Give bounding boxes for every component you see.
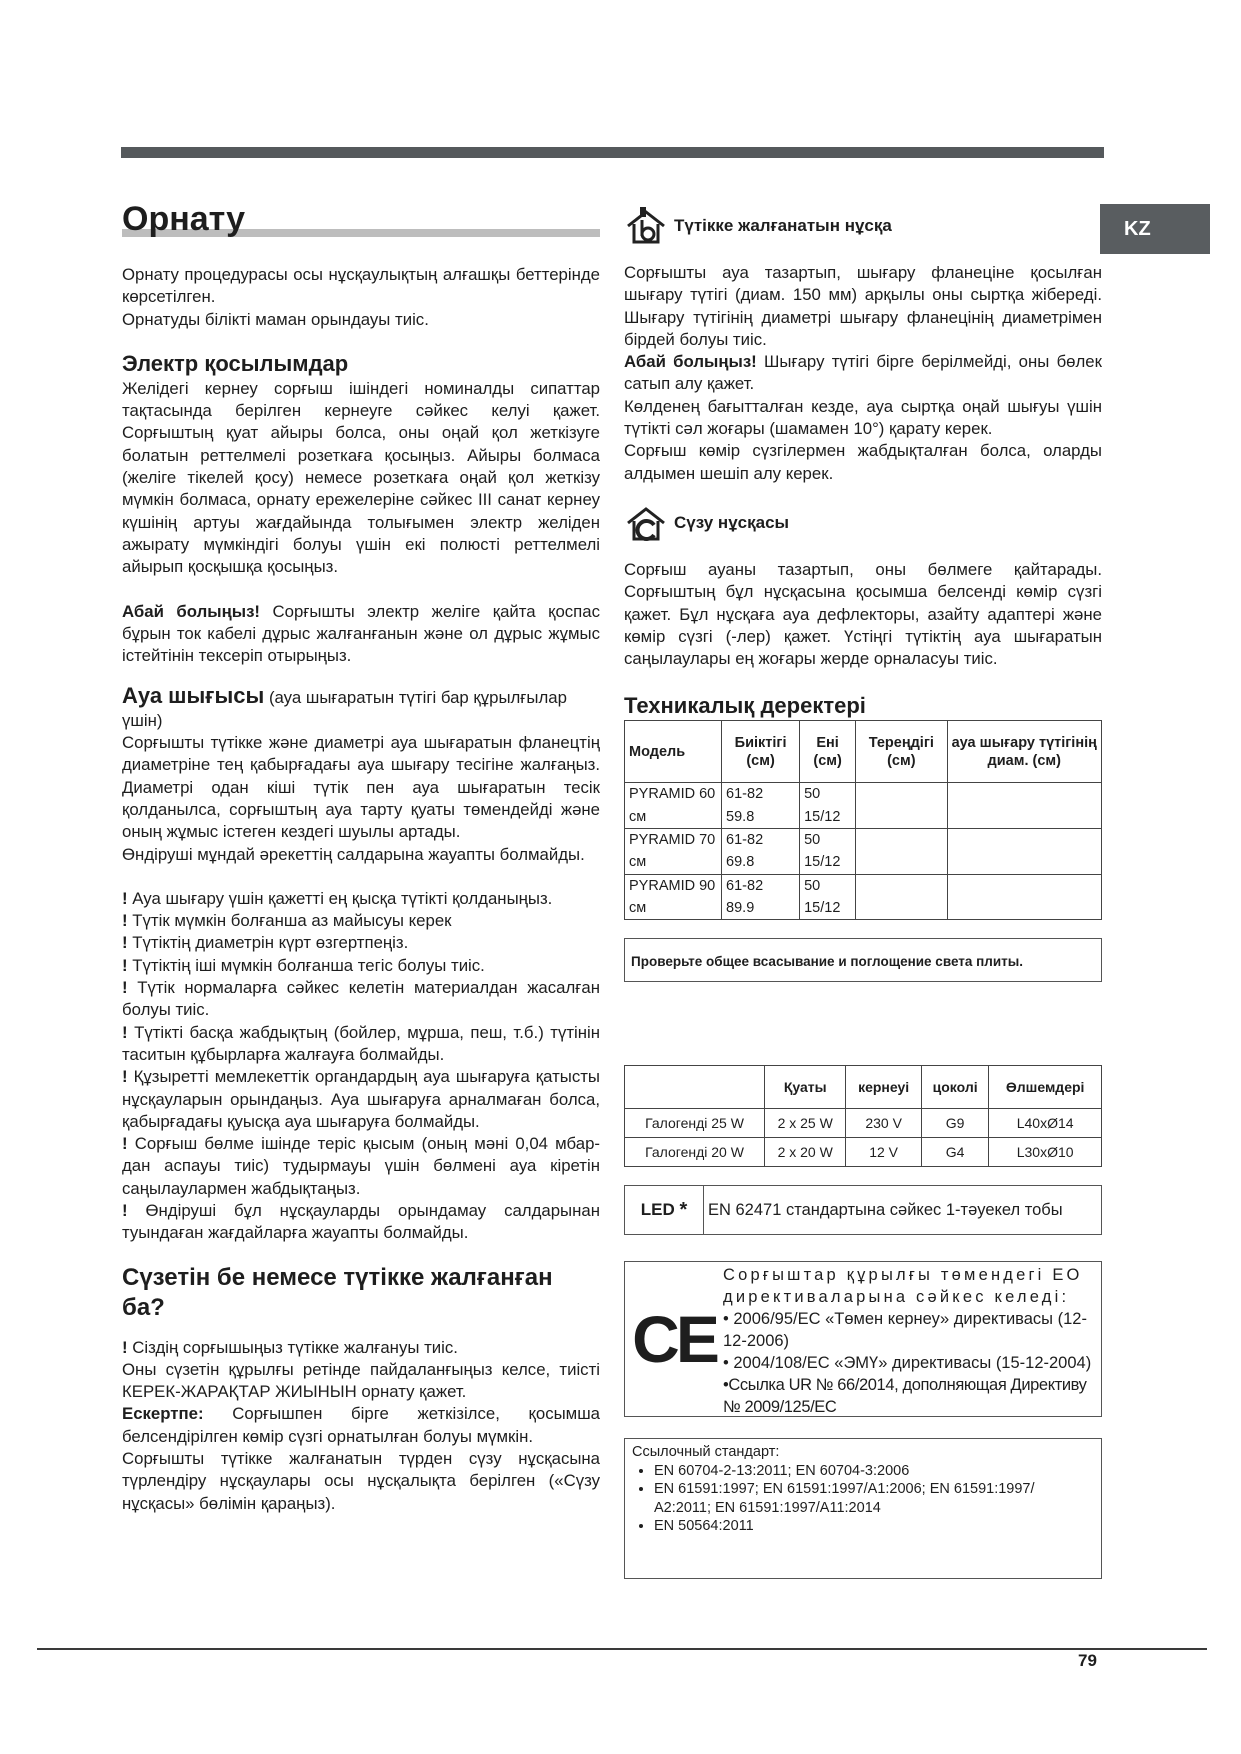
column-header: кернеуі [846,1066,922,1109]
exhaust-warnings [122,888,600,1245]
intro-line-2: Орнатуды білікті маман орындауы тиіс. [122,309,429,329]
right-column [624,206,1102,1579]
top-rule [121,147,1104,158]
exhaust-body-1: Сорғышты түтікке және диаметрі ауа шығаратын фланецтің диаметріне тең қабырғадағы ауа шығару тесігіне жалғаңыз. Диаметрі одан кіші түтік пен ауа шығаратын тесік қолданылса, сорғыштың ауа тарту қуаты төмендейді және оның жұмыс істеген кездегі шуылы артады. [122,733,600,842]
table-row: PYRAMID 60 см 61-82 59.8 50 15/12 [625,783,1102,829]
column-header: Биіктігі (см) [722,721,800,783]
duct-version-header: Түтікке жалғанатын нұсқа [624,206,1102,246]
column-header: Модель [625,721,722,783]
language-tab: KZ [1100,204,1210,254]
list-item: ! Ауа шығару үшін қажетті ең қысқа түтікті қолданыңыз. [122,888,553,908]
table-row: PYRAMID 70 см 61-82 69.8 50 15/12 [625,829,1102,875]
exhaust-heading: Ауа шығысы (ауа шығаратын түтігі бар құрылғылар үшін) [122,683,567,730]
ce-text: Сорғыштар құрылғы төмендегі ЕО директиваларына сәйкес келеді: • 2006/95/EC «Төмен кернеу» директивасы (12-12-2006) • 2004/108/EC «ЭМҮ» директивасы (15-12-2004) •Ссылка UR № 66/2014, дополняющая Директиву № 2009/125/EC [723,1266,1092,1417]
list-item: ! Түтіктің іші мүмкін болғанша тегіс болуы тиіс. [122,955,485,975]
list-item: ! Сорғыш бөлме ішінде теріс қысым (оның мәні 0,04 мбар-дан аспауы тиіс) тудырмауы үшін бөлмені ауа кіретін саңылаулармен жабдықтаңыз. [122,1134,600,1198]
list-item: • EN 61591:1997; EN 61591:1997/A1:2006; EN 61591:1997/ A2:2011; EN 61591:1997/A11:2014 [654,1480,1094,1517]
tech-note: Проверьте общее всасывание и поглощение света плиты. [624,938,1102,982]
electric-body: Желідегі кернеу сорғыш ішіндегі номиналды сипаттар тақтасында берілген кернеуге сәйкес келуі қажет. Сорғыштың қуат айыры болса, оны оңай қол жеткізуге болатын реттелмелі розеткаға қосыңыз. Айыры болмаса (желіге тікелей қосу) немесе розеткаға оңай қол жеткізу мүмкін болмаса, орнату ережелеріне сәйкес III санат кернеу күшінің артуы жағдайында толығымен электр желіден ажырату мүмкіндігі болуы үшін екі полюсті реттелмелі айырып қосқышқа қосыңыз. [122,378,600,577]
table-row: Галогенді 25 W 2 x 25 W 230 V G9 L40xØ14 [625,1109,1102,1138]
ce-mark-logo: CE [632,1302,716,1377]
column-header: Тереңдігі (см) [856,721,947,783]
list-item: ! Құзыретті мемлекеттік органдардың ауа шығаруға қатысты нұсқауларын орындаңыз. Ауа шығаруға арналмаған болса, қабырғадағы қуысқа ауа шығаруға болмайды. [122,1067,600,1131]
list-item: ! Түтік мүмкін болғанша аз майысуы керек [122,911,452,931]
filter-version-header: Сүзу нұсқасы [624,503,1102,543]
duct-body-3: Сорғыш көмір сүзгілермен жабдықталған болса, оларды алдымен шешіп алу керек. [624,441,1102,483]
standards-box [624,1438,1102,1579]
page-number: 79 [1078,1651,1097,1670]
table-row: PYRAMID 90 см 61-82 89.9 50 15/12 [625,874,1102,920]
duct-warning: Абай болыңыз! Шығару түтігі бірге берілмейді, оны бөлек сатып алу қажет. [624,352,1102,394]
filter-or-duct-note: Ескертпе: Сорғышпен бірге жеткізілсе, қосымша белсендірілген көмір сүзгі орнатылған болуы мүмкін. [122,1404,600,1446]
electric-warning: Абай болыңыз! Сорғышты электр желіге қайта қоспас бұрын ток кабелі дұрыс жалғанғанын және ол дұрыс жұмыс істейтінін тексеріп отырыңыз. [122,601,600,666]
list-item: • EN 60704-2-13:2011; EN 60704-3:2006 [654,1462,1094,1481]
intro-line-1: Орнату процедурасы осы нұсқаулықтың алғашқы беттерінде көрсетілген. [122,265,600,307]
led-label: LED * [625,1186,704,1234]
filter-or-duct-line-2: Оны сүзетін құрылғы ретінде пайдаланғыңыз келсе, тиісті КЕРЕК-ЖАРАҚТАР ЖИЫНЫН орнату қажет. [122,1359,600,1402]
table-row: Галогенді 20 W 2 x 20 W 12 V G4 L30xØ10 [625,1138,1102,1167]
filter-or-duct-heading: Сүзетін бе немесе түтікке жалғанған ба? [122,1263,553,1321]
column-header [625,1066,765,1109]
tech-table [624,720,1102,920]
list-item: • EN 50564:2011 [654,1517,1094,1536]
exhaust-body-2: Өндіруші мұндай әрекеттің салдарына жауапты болмайды. [122,844,585,864]
duct-house-icon [624,206,668,246]
duct-body-2: Көлденең бағытталған кезде, ауа сыртқа оңай шығуы үшін түтікті сәл жоғары (шамамен 10°) қарату керек. [624,396,1102,439]
column-header: Өлшемдері [989,1066,1102,1109]
led-text: EN 62471 стандартына сәйкес 1-тәуекел тобы [708,1201,1063,1220]
filter-or-duct-line-3: Сорғышты түтікке жалғанатын түрден сүзу нұсқасына түрлендіру нұсқаулары осы нұсқалықта берілген («Сүзу нұсқасы» бөлімін қараңыз). [122,1449,600,1513]
column-header: Ені (см) [800,721,856,783]
tech-heading: Техникалық деректері [624,693,866,719]
duct-body-1: Сорғышты ауа тазартып, шығару фланеціне қосылған шығару түтігі (диам. 150 мм) арқылы оны сыртқа жібереді. Шығару түтігінің диаметрі шығару фланецінің диаметрімен бірдей болуы тиіс. [624,263,1102,349]
standards-title: Ссылочный стандарт: [632,1444,780,1461]
ce-box [624,1261,1102,1417]
column-header: ауа шығару түтігінің диам. (см) [947,721,1101,783]
lamps-table [624,1065,1102,1167]
list-item: ! Түтікті басқа жабдықтың (бойлер, мұрша, пеш, т.б.) түтінін таситын құбырларға жалғауға болмайды. [122,1022,601,1064]
electric-heading: Электр қосылымдар [122,350,349,376]
column-header: цоколі [921,1066,988,1109]
bottom-rule [37,1648,1207,1650]
led-box [624,1185,1102,1235]
page-title: Орнату [122,197,600,241]
column-header: Қуаты [765,1066,846,1109]
filter-house-icon [624,503,668,543]
left-column [122,197,600,1515]
filter-body: Сорғыш ауаны тазартып, оны бөлмеге қайтарады. Сорғыштың бұл нұсқасына қосымша белсенді көмір сүзгі қажет. Бұл нұсқаға ауа дефлекторы, азайту адаптері және көмір сүзгі (-лер) қажет. Үстіңгі түтіктің ауа шығаратын саңылаулары ең жоғары жерде орналасуы тиіс. [624,559,1102,669]
list-item: ! Түтік нормаларға сәйкес келетін материалдан жасалған болуы тиіс. [122,978,600,1020]
list-item: ! Түтіктің диаметрін күрт өзгертпеңіз. [122,933,409,953]
filter-or-duct-line-1: ! Сіздің сорғышыңыз түтікке жалғануы тиіс. [122,1337,458,1357]
list-item: ! Өндіруші бұл нұсқауларды орындамау салдарынан туындаған жағдайларға жауапты болмайды. [122,1200,600,1243]
